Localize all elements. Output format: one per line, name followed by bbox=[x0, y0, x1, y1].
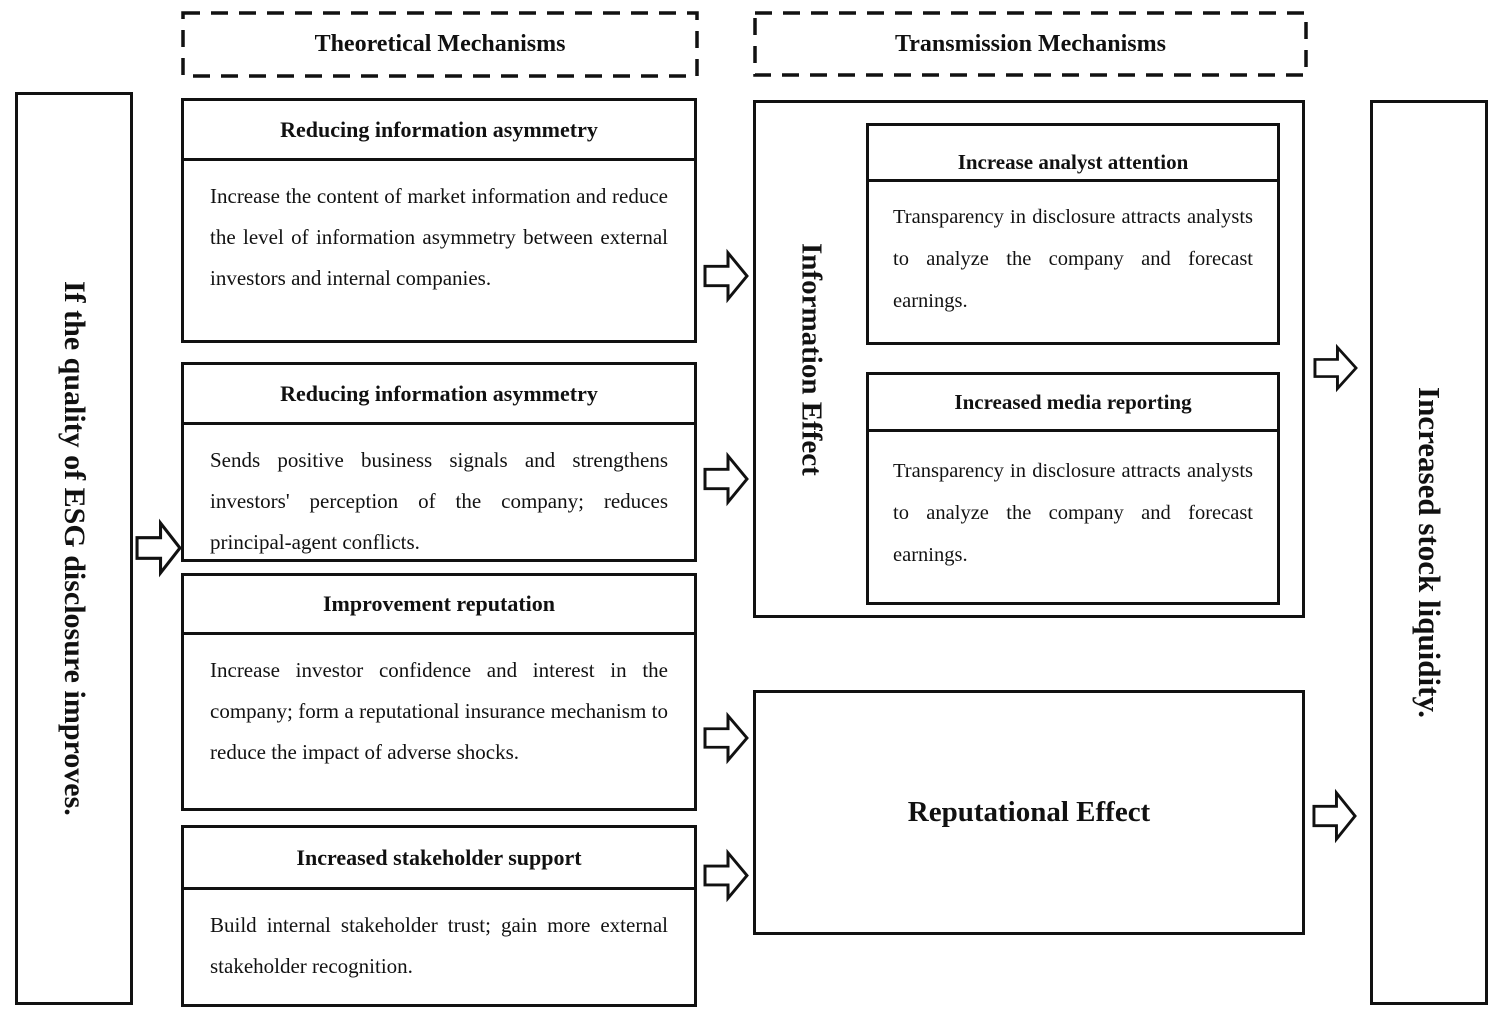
arrow-box2-to-information-effect bbox=[703, 452, 749, 506]
section-title-theoretical: Theoretical Mechanisms bbox=[314, 31, 566, 57]
box-title: Reducing information asymmetry bbox=[184, 101, 694, 161]
sub-box-increased-media-reporting bbox=[866, 372, 1280, 605]
section-title-transmission: Transmission Mechanisms bbox=[895, 30, 1166, 57]
section-box-transmission-mechanisms bbox=[753, 11, 1308, 77]
information-effect-label: Information Effect bbox=[795, 242, 828, 476]
box-body: Build internal stakeholder trust; gain more external stakeholder recognition. bbox=[210, 913, 668, 978]
sub-box-increase-analyst-attention bbox=[866, 123, 1280, 345]
reputational-effect-box bbox=[753, 690, 1305, 935]
box-body: Increase investor confidence and interest in the company; form a reputational insurance mechanism to reduce the impact of adverse shocks. bbox=[210, 658, 668, 764]
theoretical-box-increased-stakeholder-support bbox=[181, 825, 697, 1007]
box-title: Reducing information asymmetry bbox=[184, 365, 694, 425]
hypothesis-label: If the quality of ESG disclosure improves. bbox=[58, 281, 91, 816]
outcome-box bbox=[1370, 100, 1488, 1005]
arrow-reputational-effect-to-outcome bbox=[1312, 789, 1357, 843]
arrow-box4-to-reputational-effect bbox=[703, 849, 749, 902]
arrow-box1-to-information-effect bbox=[703, 249, 749, 303]
information-effect-label-zone bbox=[756, 103, 866, 615]
arrow-hypothesis-to-theoretical bbox=[135, 519, 182, 577]
arrow-information-effect-to-outcome bbox=[1313, 344, 1358, 392]
box-body: Transparency in disclosure attracts analysts to analyze the company and forecast earnings. bbox=[893, 206, 1253, 312]
outcome-label: Increased stock liquidity. bbox=[1412, 386, 1447, 718]
theoretical-box-improvement-reputation bbox=[181, 573, 697, 811]
reputational-effect-label: Reputational Effect bbox=[907, 796, 1151, 828]
box-title: Improvement reputation bbox=[184, 576, 694, 635]
hypothesis-box bbox=[15, 92, 133, 1005]
box-title: Increased stakeholder support bbox=[184, 828, 694, 890]
theoretical-box-reducing-information-asymmetry-2 bbox=[181, 362, 697, 562]
box-title: Increased media reporting bbox=[869, 375, 1277, 432]
box-title: Increase analyst attention bbox=[869, 126, 1277, 182]
box-body: Transparency in disclosure attracts analysts to analyze the company and forecast earnings. bbox=[893, 460, 1253, 566]
box-body: Increase the content of market information and reduce the level of information asymmetry between external investors and internal companies. bbox=[210, 184, 668, 290]
section-box-theoretical-mechanisms bbox=[181, 11, 699, 78]
arrow-box3-to-reputational-effect bbox=[703, 712, 749, 764]
theoretical-box-reducing-information-asymmetry-1 bbox=[181, 98, 697, 343]
box-body: Sends positive business signals and strengthens investors' perception of the company; reduces principal-agent conflicts. bbox=[210, 448, 668, 554]
